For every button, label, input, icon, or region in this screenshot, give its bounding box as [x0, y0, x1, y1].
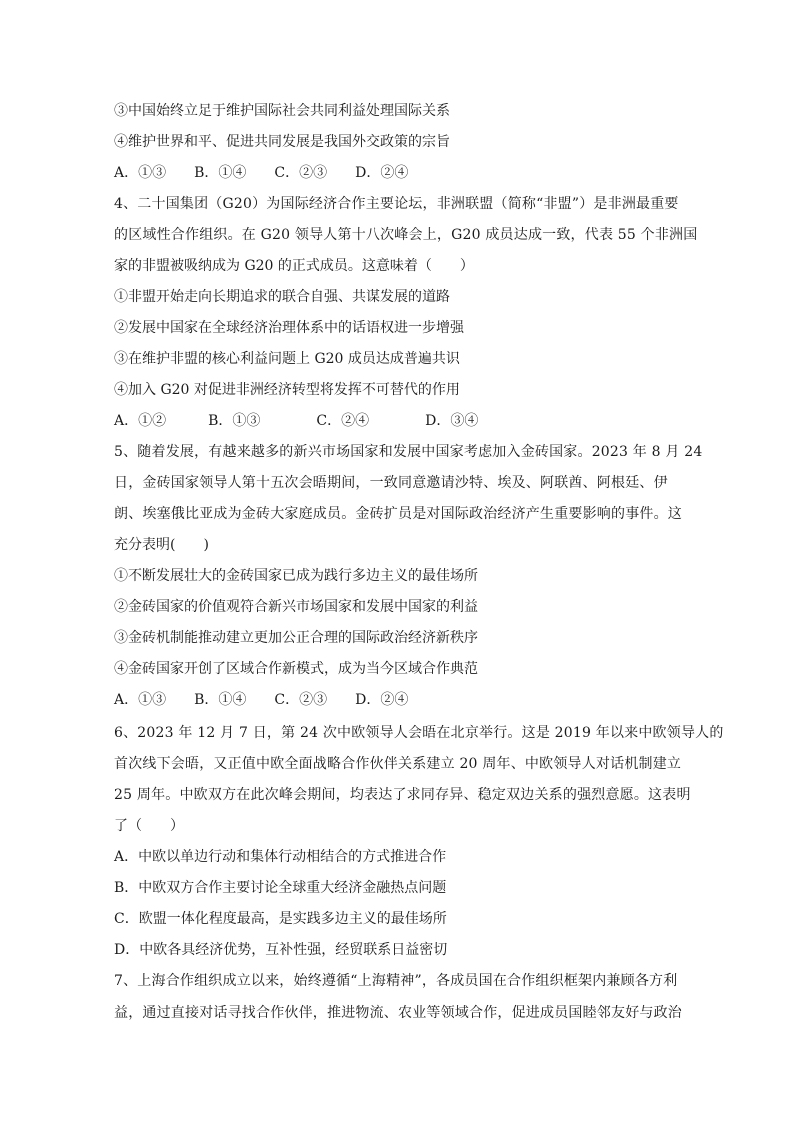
question-6-stem-line-1: 6、2023 年 12 月 7 日，第 24 次中欧领导人会晤在北京举行。这是 2019 年以来中欧领导人的 [114, 725, 724, 741]
question-5-stem-line-4: 充分表明( ) [114, 537, 209, 553]
question-3-answer-choices: A．①③ B．①④ C．②③ D．②④ [114, 165, 409, 181]
question-4-answer-choices: A．①② B．①③ C．②④ D．③④ [114, 413, 479, 429]
question-5-option-2: ②金砖国家的价值观符合新兴市场国家和发展中国家的利益 [114, 599, 478, 615]
question-3-option-3: ③中国始终立足于维护国际社会共同利益处理国际关系 [114, 103, 450, 119]
question-6-option-d: D．中欧各具经济优势，互补性强，经贸联系日益密切 [114, 942, 448, 958]
question-6-option-b: B．中欧双方合作主要讨论全球重大经济金融热点问题 [114, 880, 447, 896]
question-5-stem-line-1: 5、随着发展，有越来越多的新兴市场国家和发展中国家考虑加入金砖国家。2023 年 8 月 24 [114, 444, 703, 460]
question-4-option-4: ④加入 G20 对促进非洲经济转型将发挥不可替代的作用 [114, 382, 460, 398]
question-7-stem-line-2: 益，通过直接对话寻找合作伙伴，推进物流、农业等领域合作，促进成员国睦邻友好与政治 [114, 1005, 682, 1021]
question-3-option-4: ④维护世界和平、促进共同发展是我国外交政策的宗旨 [114, 134, 450, 150]
question-4-option-1: ①非盟开始走向长期追求的联合自强、共谋发展的道路 [114, 289, 450, 305]
question-6-stem-line-3: 25 周年。中欧双方在此次峰会期间，均表达了求同存异、稳定双边关系的强烈意愿。这表明 [114, 787, 691, 803]
question-5-stem-line-2: 日，金砖国家领导人第十五次会晤期间，一致同意邀请沙特、埃及、阿联酋、阿根廷、伊 [114, 475, 668, 491]
question-6-option-c: C．欧盟一体化程度最高，是实践多边主义的最佳场所 [114, 911, 447, 927]
question-6-stem-line-2: 首次线下会晤，又正值中欧全面战略合作伙伴关系建立 20 周年、中欧领导人对话机制建立 [114, 756, 682, 772]
question-6-option-a: A．中欧以单边行动和集体行动相结合的方式推进合作 [114, 849, 447, 865]
question-7-stem-line-1: 7、上海合作组织成立以来，始终遵循“上海精神”，各成员国在合作组织框架内兼顾各方利 [114, 973, 678, 989]
question-5-answer-choices: A．①③ B．①④ C．②③ D．②④ [114, 692, 409, 708]
question-4-stem-line-2: 的区域性合作组织。在 G20 领导人第十八次峰会上，G20 成员达成一致，代表 55 个非洲国 [114, 227, 698, 243]
question-4-stem-line-1: 4、二十国集团（G20）为国际经济合作主要论坛，非洲联盟（简称“非盟”）是非洲最重要 [114, 196, 679, 212]
question-5-option-3: ③金砖机制能推动建立更加公正合理的国际政治经济新秩序 [114, 630, 478, 646]
question-6-stem-line-4: 了（ ） [114, 818, 184, 834]
question-5-stem-line-3: 朗、埃塞俄比亚成为金砖大家庭成员。金砖扩员是对国际政治经济产生重要影响的事件。这 [114, 506, 682, 522]
question-5-option-4: ④金砖国家开创了区域合作新模式，成为当今区域合作典范 [114, 661, 478, 677]
question-4-option-3: ③在维护非盟的核心利益问题上 G20 成员达成普遍共识 [114, 351, 460, 367]
question-5-option-1: ①不断发展壮大的金砖国家已成为践行多边主义的最佳场所 [114, 568, 478, 584]
question-4-stem-line-3: 家的非盟被吸纳成为 G20 的正式成员。这意味着（ ） [114, 258, 474, 274]
question-4-option-2: ②发展中国家在全球经济治理体系中的话语权进一步增强 [114, 320, 464, 336]
